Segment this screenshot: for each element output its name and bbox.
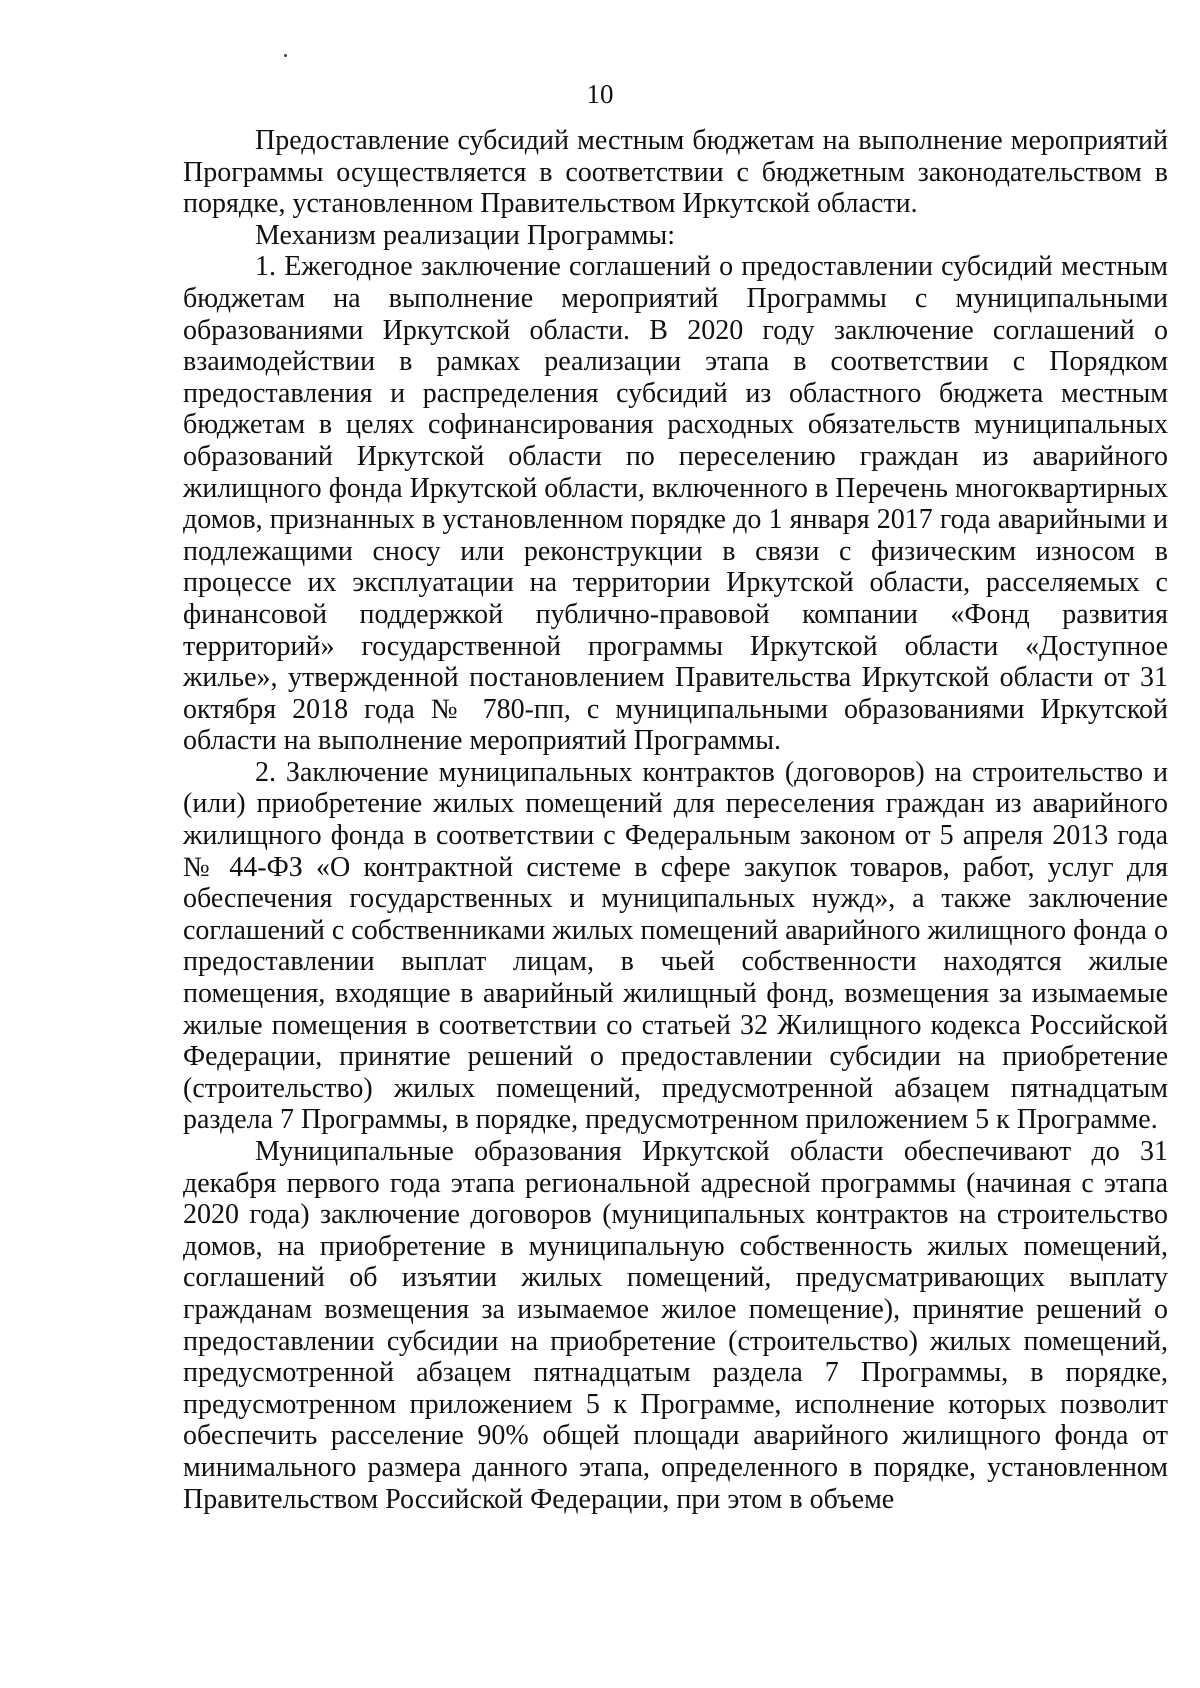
- paragraph-item-1-agreements: 1. Ежегодное заключение соглашений о предоставлении субсидий местным бюджетам на выполнение мероприятий Программы с муниципальными образованиями Иркутской области. В 2020 году заключение соглашений о взаимодействии в рамках реализации этапа в соответствии с Порядком предоставления и распределения субсидий из областного бюджета местным бюджетам в целях софинансирования расходных обязательств муниципальных образований Иркутской области по переселению граждан из аварийного жилищного фонда Иркутской области, включенного в Перечень многоквартирных домов, признанных в установленном порядке до 1 января 2017 года аварийными и подлежащими сносу или реконструкции в связи с физическим износом в процессе их эксплуатации на территории Иркутской области, расселяемых с финансовой поддержкой публично-правовой компании «Фонд развития территорий» государственной программы Иркутской области «Доступное жилье», утвержденной постановлением Правительства Иркутской области от 31 октября 2018 года № 780-пп, с муниципальными образованиями Иркутской области на выполнение мероприятий Программы.: [183, 251, 1168, 757]
- paragraph-item-2-contracts: 2. Заключение муниципальных контрактов (договоров) на строительство и (или) приобретение жилых помещений для переселения граждан из аварийного жилищного фонда в соответствии с Федеральным законом от 5 апреля 2013 года № 44-ФЗ «О контрактной системе в сфере закупок товаров, работ, услуг для обеспечения государственных и муниципальных нужд», а также заключение соглашений с собственниками жилых помещений аварийного жилищного фонда о предоставлении выплат лицам, в чьей собственности находятся жилые помещения, входящие в аварийный жилищный фонд, возмещения за изымаемые жилые помещения в соответствии со статьей 32 Жилищного кодекса Российской Федерации, принятие решений о предоставлении субсидии на приобретение (строительство) жилых помещений, предусмотренной абзацем пятнадцатым раздела 7 Программы, в порядке, предусмотренном приложением 5 к Программе.: [183, 756, 1168, 1136]
- scan-speck: [284, 54, 287, 57]
- page-number: 10: [586, 79, 614, 109]
- document-body: [183, 125, 1168, 1515]
- paragraph-mechanism-heading: Механизм реализации Программы:: [255, 219, 675, 251]
- paragraph-municipal-obligations: Муниципальные образования Иркутской области обеспечивают до 31 декабря первого года этапа региональной адресной программы (начиная с этапа 2020 года) заключение договоров (муниципальных контрактов на строительство домов, на приобретение в муниципальную собственность жилых помещений, соглашений об изъятии жилых помещений, предусматривающих выплату гражданам возмещения за изымаемое жилое помещение), принятие решений о предоставлении субсидии на приобретение (строительство) жилых помещений, предусмотренной абзацем пятнадцатым раздела 7 Программы, в порядке, предусмотренном приложением 5 к Программе, исполнение которых позволит обеспечить расселение 90% общей площади аварийного жилищного фонда от минимального размера данного этапа, определенного в порядке, установленном Правительством Российской Федерации, при этом в объеме: [183, 1136, 1168, 1515]
- paragraph-subsidies-intro: Предоставление субсидий местным бюджетам на выполнение мероприятий Программы осуществляется в соответствии с бюджетным законодательством в порядке, установленном Правительством Иркутской области.: [183, 125, 1168, 220]
